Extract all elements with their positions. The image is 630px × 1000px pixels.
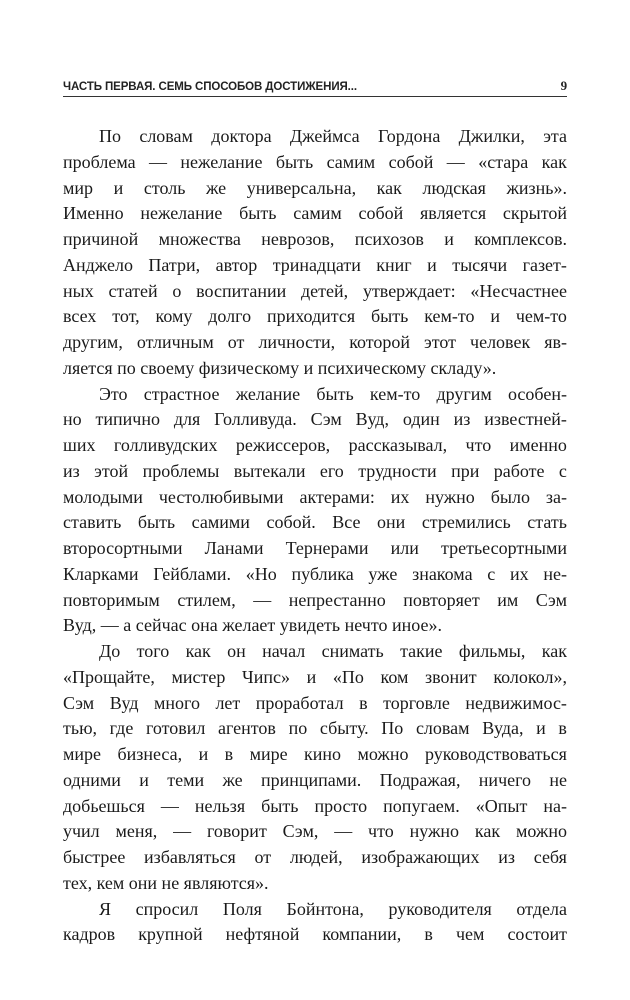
word: нужно <box>409 821 460 842</box>
word: быть <box>316 383 354 404</box>
word: утверждает: <box>362 280 456 301</box>
word: ком <box>380 666 409 687</box>
word: лет <box>215 692 241 713</box>
word: комплексов. <box>474 229 567 249</box>
word: особен- <box>507 383 567 404</box>
word: знакома <box>412 563 473 584</box>
text-run: тех, кем они не являются». <box>63 872 269 893</box>
word: Патри, <box>148 254 201 275</box>
word: отличным <box>136 332 214 352</box>
word: книг <box>376 254 412 275</box>
word: и <box>306 666 317 687</box>
word: повторяет <box>403 589 480 610</box>
word: принципами. <box>260 769 362 790</box>
word: Сэм <box>63 692 95 713</box>
word: и <box>444 229 454 249</box>
text-line <box>63 639 567 665</box>
word: голливудских <box>113 435 218 455</box>
word: причиной <box>63 229 139 249</box>
word: Джеймса <box>289 126 360 146</box>
word: по <box>288 718 308 739</box>
word: что <box>465 435 492 455</box>
word: не- <box>543 563 567 584</box>
word: быть <box>275 151 314 172</box>
word: эта <box>543 126 567 146</box>
word: рассказывал, <box>348 435 448 455</box>
text-line <box>63 716 567 742</box>
word: столь <box>143 177 186 198</box>
word: мистер <box>171 666 226 687</box>
word: много <box>153 692 200 713</box>
word: отдела <box>516 898 567 919</box>
word: нежелание <box>180 151 263 172</box>
word: кино <box>304 744 342 764</box>
word: в <box>224 744 234 764</box>
word: и <box>198 744 209 764</box>
text-line <box>63 382 567 408</box>
word: как <box>541 641 567 661</box>
word: всех <box>63 306 97 327</box>
word: и <box>490 306 501 327</box>
word: мир <box>63 177 94 198</box>
word: снимать <box>321 641 384 661</box>
text-line <box>63 176 567 202</box>
word: Джилки, <box>458 126 525 146</box>
text-line <box>63 485 567 511</box>
text-line <box>63 201 567 227</box>
text-line <box>63 562 567 588</box>
word: звонит <box>425 666 477 687</box>
text-line <box>63 768 567 794</box>
word: агентов <box>218 718 276 739</box>
word: типично <box>95 409 160 430</box>
word: он <box>227 641 246 661</box>
word: людская <box>422 177 486 198</box>
word: как <box>541 151 567 172</box>
text-line <box>63 150 567 176</box>
word: публика <box>291 563 354 584</box>
word: или <box>390 538 419 558</box>
word: изображающих <box>361 847 480 867</box>
book-page <box>63 78 567 948</box>
word: им <box>497 589 519 610</box>
word: проблемы <box>142 460 220 481</box>
word: Вуд <box>109 692 139 713</box>
word: другим, <box>63 332 123 352</box>
word: Анджело <box>63 254 133 275</box>
text-line <box>63 124 567 150</box>
word: бизнеса, <box>117 744 183 764</box>
word: с <box>558 460 567 481</box>
word: Вуд, <box>355 409 389 430</box>
word: — <box>148 151 167 172</box>
word: приходится <box>266 306 356 327</box>
word: быть <box>239 203 277 224</box>
word: доктора <box>211 126 272 146</box>
word: такие <box>400 641 443 661</box>
word: было <box>490 486 530 507</box>
word: По <box>99 126 121 146</box>
word: третьесортными <box>441 538 567 558</box>
word: — <box>173 821 192 842</box>
word: как <box>376 177 402 198</box>
word: «Опыт <box>475 795 528 816</box>
text-line <box>63 330 567 356</box>
text-line <box>63 922 567 948</box>
word: от <box>227 332 245 352</box>
word: кем-то <box>424 306 475 327</box>
word: Бойнтона, <box>286 898 364 919</box>
word: Кларками <box>63 563 139 584</box>
word: вытекали <box>233 460 306 481</box>
word: тринадцати <box>272 254 361 275</box>
word: статей <box>108 280 158 301</box>
word: один <box>402 409 440 430</box>
word: кадров <box>63 924 116 945</box>
text-line <box>63 536 567 562</box>
text-run: Вуд, — а сейчас она желает увидеть нечто иное». <box>63 615 442 636</box>
word: «По <box>332 666 364 687</box>
word: компании, <box>322 924 402 945</box>
word: быстрее <box>63 847 126 867</box>
body-text <box>63 124 567 948</box>
word: не <box>549 769 567 790</box>
word: газет- <box>522 254 567 275</box>
word: которой <box>349 332 411 352</box>
word: Сэм <box>535 589 567 610</box>
word: руководителя <box>388 898 492 919</box>
word: людей, <box>289 847 343 867</box>
word: трудности <box>358 460 437 481</box>
word: стилем, <box>177 589 236 610</box>
word: именно <box>509 435 567 455</box>
word: молодыми <box>63 486 143 507</box>
word: стать <box>527 512 567 533</box>
word: для <box>173 409 201 430</box>
word: непрестанно <box>288 589 386 610</box>
word: и <box>427 254 437 275</box>
word: и <box>139 769 149 790</box>
text-line <box>63 897 567 923</box>
word: они <box>377 512 406 533</box>
word: и <box>113 177 124 198</box>
word: «Прощайте, <box>63 666 155 687</box>
word: Это <box>99 383 128 404</box>
word: детей, <box>301 280 349 301</box>
word: Сэм, <box>282 821 319 842</box>
word: Все <box>332 512 361 533</box>
word: готовил <box>145 718 206 739</box>
word: «стара <box>478 151 529 172</box>
word: личности, <box>258 332 336 352</box>
word: Я <box>99 898 112 919</box>
word: страстное <box>143 383 220 404</box>
word: чем-то <box>515 306 567 327</box>
word: где <box>109 718 134 739</box>
word: режиссеров, <box>235 435 331 455</box>
word: же <box>205 177 227 198</box>
word: недвижимос- <box>465 692 567 713</box>
word: от <box>254 847 272 867</box>
text-line <box>63 279 567 305</box>
word: и <box>536 718 546 739</box>
word: Вуда, <box>482 718 524 739</box>
running-header <box>63 78 567 97</box>
word: — <box>160 795 179 816</box>
word: состоит <box>507 924 567 945</box>
word: сбыту. <box>319 718 369 739</box>
word: словам <box>139 126 193 146</box>
word: за- <box>545 486 567 507</box>
word: проблема <box>63 151 136 172</box>
word: просто <box>314 795 368 816</box>
word: на- <box>543 795 567 816</box>
word: Чипс» <box>242 666 290 687</box>
word: кому <box>155 306 193 327</box>
word: его <box>319 460 344 481</box>
word: автор <box>215 254 258 275</box>
word: Именно <box>63 203 124 224</box>
word: — <box>334 821 353 842</box>
word: их <box>390 486 410 507</box>
page-number: 9 <box>560 78 567 93</box>
text-line <box>63 613 567 639</box>
text-line <box>63 691 567 717</box>
text-line <box>63 304 567 330</box>
text-line <box>63 742 567 768</box>
text-line <box>63 356 567 382</box>
word: нельзя <box>194 795 246 816</box>
word: их <box>510 563 529 584</box>
word: нежелание <box>140 203 223 224</box>
word: чем <box>455 924 485 945</box>
word: из <box>498 847 516 867</box>
word: собой <box>358 203 404 224</box>
word: — <box>253 589 272 610</box>
word: с <box>487 563 496 584</box>
word: но <box>63 409 82 430</box>
word: говорит <box>207 821 267 842</box>
word: спросил <box>135 898 199 919</box>
word: скрытой <box>502 203 567 224</box>
text-line <box>63 459 567 485</box>
word: собой <box>388 151 434 172</box>
word: попугаем. <box>383 795 460 816</box>
word: Ланами <box>204 538 264 558</box>
word: тысячи <box>452 254 508 275</box>
word: что <box>368 821 394 842</box>
text-line <box>63 407 567 433</box>
word: Голливуда. <box>214 409 297 430</box>
text-line <box>63 819 567 845</box>
word: этой <box>94 460 129 481</box>
word: как <box>474 821 501 842</box>
text-line <box>63 665 567 691</box>
word: же <box>222 769 243 790</box>
text-line <box>63 510 567 536</box>
word: До <box>99 641 121 661</box>
word: «Но <box>245 563 277 584</box>
word: из <box>63 460 80 481</box>
word: собой. <box>266 512 316 533</box>
word: как <box>185 641 211 661</box>
word: меня, <box>115 821 158 842</box>
word: при <box>451 460 480 481</box>
word: добьешься <box>63 795 145 816</box>
word: Гейблами. <box>153 563 232 584</box>
text-line <box>63 794 567 820</box>
word: ших <box>63 435 96 455</box>
word: — <box>446 151 465 172</box>
word: актерами: <box>299 486 375 507</box>
word: Гордона <box>377 126 441 146</box>
word: быть <box>371 306 409 327</box>
word: нефтяной <box>225 924 300 945</box>
word: уже <box>368 563 398 584</box>
word: учил <box>63 821 100 842</box>
word: известней- <box>484 409 567 430</box>
word: ставить <box>63 512 122 533</box>
word: Тернерами <box>285 538 369 558</box>
word: колокол», <box>493 666 567 687</box>
word: другим <box>436 383 492 404</box>
word: проработал <box>255 692 344 713</box>
text-line <box>63 433 567 459</box>
word: Подражая, <box>379 769 461 790</box>
word: самим <box>326 151 376 172</box>
word: теми <box>167 769 205 790</box>
word: ных <box>63 280 94 301</box>
word: самими <box>191 512 250 533</box>
word: кем-то <box>369 383 421 404</box>
word: честолюбивыми <box>158 486 284 507</box>
word: второсортными <box>63 538 183 558</box>
word: этот <box>424 332 457 352</box>
word: множества <box>158 229 241 249</box>
word: из <box>453 409 471 430</box>
word: в <box>424 924 433 945</box>
word: Поля <box>222 898 262 919</box>
word: можно <box>357 744 409 764</box>
word: желание <box>235 383 301 404</box>
text-line <box>63 253 567 279</box>
word: повторимым <box>63 589 160 610</box>
word: мире <box>249 744 288 764</box>
text-line <box>63 227 567 253</box>
word: По <box>381 718 404 739</box>
word: ничего <box>478 769 532 790</box>
word: быть <box>261 795 299 816</box>
word: того <box>136 641 170 661</box>
word: самим <box>293 203 342 224</box>
text-line <box>63 588 567 614</box>
word: избавляться <box>144 847 236 867</box>
word: является <box>420 203 487 224</box>
word: психозов <box>354 229 424 249</box>
word: стремились <box>421 512 511 533</box>
word: себя <box>533 847 567 867</box>
word: нужно <box>425 486 475 507</box>
word: в <box>558 718 567 739</box>
word: «Несчастнее <box>470 280 567 301</box>
word: крупной <box>138 924 203 945</box>
word: долго <box>208 306 252 327</box>
word: мире <box>63 744 102 764</box>
word: тью, <box>63 718 98 739</box>
word: воспитании <box>196 280 287 301</box>
word: яв- <box>544 332 567 352</box>
word: человек <box>470 332 531 352</box>
word: фильмы, <box>458 641 526 661</box>
text-line <box>63 845 567 871</box>
text-line <box>63 871 567 897</box>
word: работе <box>493 460 545 481</box>
text-run: ляется по своему физическому и психическому складу». <box>63 357 497 378</box>
word: в <box>359 692 368 713</box>
word: универсальна, <box>246 177 357 198</box>
word: тот, <box>112 306 140 327</box>
word: неврозов, <box>261 229 335 249</box>
word: жизнь». <box>506 177 567 198</box>
word: торговле <box>383 692 450 713</box>
word: начал <box>262 641 306 661</box>
word: можно <box>515 821 567 842</box>
word: одними <box>63 769 121 790</box>
word: Сэм <box>310 409 342 430</box>
word: словам <box>415 718 470 739</box>
running-title: ЧАСТЬ ПЕРВАЯ. СЕМЬ СПОСОБОВ ДОСТИЖЕНИЯ... <box>63 81 357 93</box>
word: руководствоваться <box>424 744 567 764</box>
word: быть <box>137 512 176 533</box>
word: о <box>172 280 182 301</box>
